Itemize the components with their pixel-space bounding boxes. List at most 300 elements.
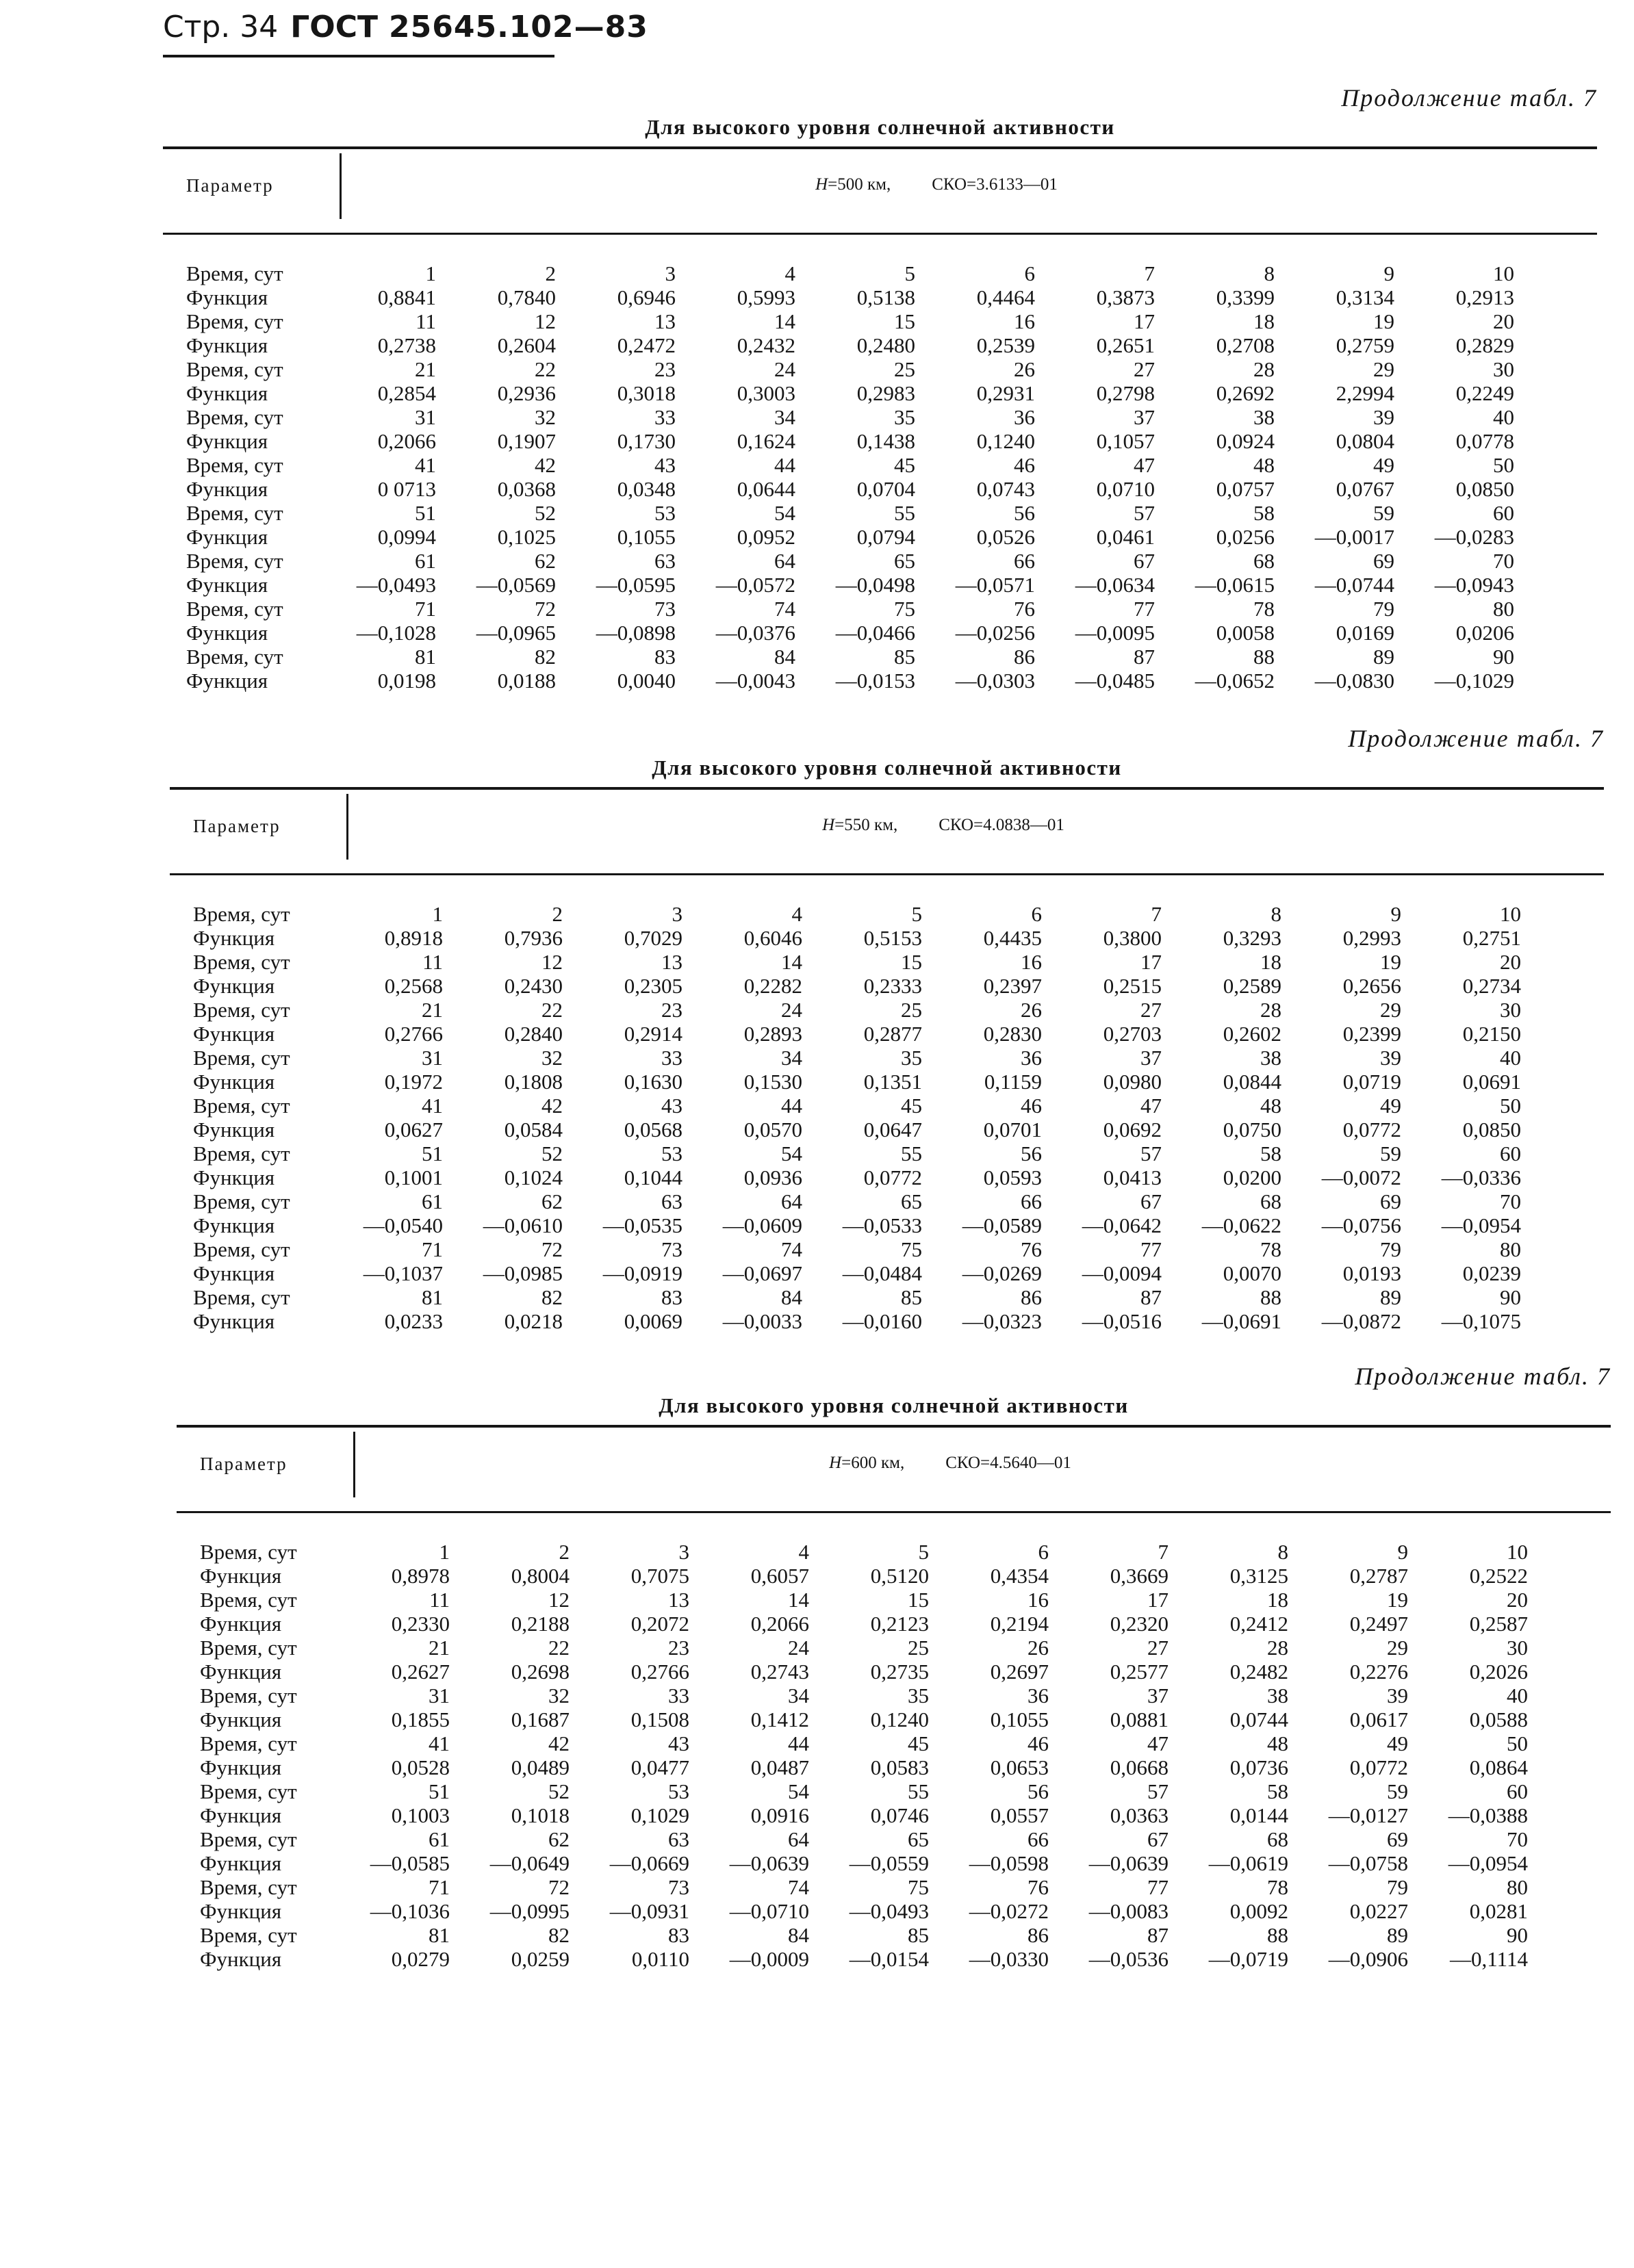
row-label: Функция: [200, 1612, 282, 1636]
table-cell: —0,0303: [955, 669, 1035, 693]
table-cell: —0,0697: [722, 1261, 802, 1285]
table-cell: 81: [415, 645, 436, 669]
table-cell: 0,0617: [1349, 1708, 1408, 1731]
table-cell: 3: [665, 261, 676, 285]
table-cell: —0,0466: [835, 621, 915, 645]
table-cell: 0,1044: [624, 1165, 682, 1189]
table-cell: —0,0652: [1195, 669, 1275, 693]
table-cell: —0,0283: [1434, 525, 1514, 549]
table-cell: 82: [535, 645, 556, 669]
table-cell: 0,5138: [856, 285, 915, 309]
table-cell: —0,0585: [370, 1851, 450, 1875]
table-cell: 41: [429, 1731, 450, 1755]
row-label: Время, сут: [200, 1636, 297, 1660]
table-cell: 84: [781, 1285, 802, 1309]
table-cell: 70: [1500, 1189, 1521, 1213]
table-cell: —0,0154: [849, 1947, 929, 1971]
table-cell: 0,3293: [1223, 926, 1281, 950]
table-cell: 36: [1021, 1046, 1042, 1070]
table-cell: —0,0985: [483, 1261, 563, 1285]
table-row: [163, 645, 1597, 669]
table-cell: 69: [1373, 549, 1394, 573]
table-cell: 83: [661, 1285, 682, 1309]
table-cell: 65: [901, 1189, 922, 1213]
table-cell: 0,0924: [1216, 429, 1275, 453]
table-body: [170, 902, 1604, 1333]
table-row: [177, 1803, 1611, 1827]
table-cell: —0,1036: [370, 1899, 450, 1923]
table-cell: 81: [429, 1923, 450, 1947]
table-cell: 4: [798, 1540, 809, 1564]
table-cell: 0,0701: [983, 1118, 1042, 1142]
table-cell: —0,0898: [596, 621, 676, 645]
table-cell: 0,2589: [1223, 974, 1281, 998]
table-cell: 90: [1507, 1923, 1528, 1947]
row-label: Время, сут: [186, 501, 283, 525]
condition-header: [574, 175, 1299, 194]
table-cell: 0,0363: [1110, 1803, 1169, 1827]
table-cell: 0,4435: [983, 926, 1042, 950]
table-cell: 67: [1140, 1189, 1162, 1213]
table-cell: 0,0188: [497, 669, 556, 693]
table-cell: —0,0639: [729, 1851, 809, 1875]
table-cell: 0,3018: [617, 381, 676, 405]
altitude-symbol: H: [822, 816, 835, 834]
table-cell: 21: [415, 357, 436, 381]
table-cell: —0,0719: [1208, 1947, 1288, 1971]
table-header-rule: [163, 233, 1597, 235]
table-cell: 57: [1140, 1142, 1162, 1165]
table-row: [163, 333, 1597, 357]
table-cell: 0,0256: [1216, 525, 1275, 549]
table-cell: 0,0936: [743, 1165, 802, 1189]
table-cell: 18: [1253, 309, 1275, 333]
table-body: [177, 1540, 1611, 1971]
table-cell: 74: [788, 1875, 809, 1899]
table-cell: 0,2931: [976, 381, 1035, 405]
table-cell: 0,7936: [504, 926, 563, 950]
table-cell: 60: [1500, 1142, 1521, 1165]
table-row: [177, 1636, 1611, 1660]
table-cell: 63: [668, 1827, 689, 1851]
table-cell: 32: [535, 405, 556, 429]
table-cell: 6: [1031, 902, 1042, 926]
table-cell: 0,0994: [377, 525, 436, 549]
table-cell: 57: [1134, 501, 1155, 525]
table-cell: 0,3800: [1103, 926, 1162, 950]
table-cell: 11: [416, 309, 436, 333]
table-cell: 2: [559, 1540, 570, 1564]
table-cell: 0,1972: [384, 1070, 443, 1094]
table-cell: 0,2993: [1342, 926, 1401, 950]
table-cell: 65: [908, 1827, 929, 1851]
row-label: Функция: [200, 1755, 282, 1779]
table-cell: 0,1025: [497, 525, 556, 549]
table-cell: 0,2194: [990, 1612, 1049, 1636]
table-cell: 78: [1267, 1875, 1288, 1899]
table-row: [177, 1684, 1611, 1708]
table-cell: 67: [1134, 549, 1155, 573]
table-cell: 8: [1264, 261, 1275, 285]
table-cell: 54: [781, 1142, 802, 1165]
row-label: Функция: [200, 1803, 282, 1827]
standard-label: ГОСТ: [290, 10, 378, 44]
table-cell: —0,0017: [1314, 525, 1394, 549]
table-row: [177, 1564, 1611, 1588]
table-cell: 0,0568: [624, 1118, 682, 1142]
table-cell: 0,1730: [617, 429, 676, 453]
table-cell: 58: [1260, 1142, 1281, 1165]
table-cell: 0,6946: [617, 285, 676, 309]
row-label: Время, сут: [186, 453, 283, 477]
row-label: Время, сут: [186, 645, 283, 669]
table-cell: 73: [654, 597, 676, 621]
table-cell: 48: [1267, 1731, 1288, 1755]
table-cell: 61: [422, 1189, 443, 1213]
table-cell: 47: [1147, 1731, 1169, 1755]
table-cell: 15: [901, 950, 922, 974]
table-cell: 0,6046: [743, 926, 802, 950]
row-label: Время, сут: [193, 998, 290, 1022]
table-cell: 0,0279: [391, 1947, 450, 1971]
row-label: Функция: [200, 1660, 282, 1684]
table-cell: —0,0535: [602, 1213, 682, 1237]
table-cell: 1: [439, 1540, 450, 1564]
table-cell: —0,0485: [1075, 669, 1155, 693]
table-body: [163, 261, 1597, 693]
table-cell: 0,1055: [617, 525, 676, 549]
table-cell: 0,0850: [1455, 477, 1514, 501]
table-cell: —0,0484: [842, 1261, 922, 1285]
table-cell: —0,0571: [955, 573, 1035, 597]
row-label: Время, сут: [193, 1094, 290, 1118]
table-cell: —0,0388: [1448, 1803, 1528, 1827]
row-label: Время, сут: [200, 1540, 297, 1564]
table-cell: 21: [422, 998, 443, 1022]
table-cell: 0,2397: [983, 974, 1042, 998]
table-cell: 61: [429, 1827, 450, 1851]
table-cell: 73: [668, 1875, 689, 1899]
table-cell: —0,0256: [955, 621, 1035, 645]
table-cell: 19: [1373, 309, 1394, 333]
row-label: Функция: [186, 333, 268, 357]
table-cell: 0 0713: [377, 477, 436, 501]
table-cell: 0,0778: [1455, 429, 1514, 453]
table-cell: —0,0127: [1328, 1803, 1408, 1827]
altitude-symbol: H: [815, 175, 828, 194]
header-rule: [163, 55, 554, 57]
table-cell: 0,0040: [617, 669, 676, 693]
table-cell: 0,1907: [497, 429, 556, 453]
table-cell: 45: [894, 453, 915, 477]
table-cell: 0,2840: [504, 1022, 563, 1046]
table-cell: 0,2751: [1462, 926, 1521, 950]
table-cell: 0,2738: [377, 333, 436, 357]
table-cell: 0,0850: [1462, 1118, 1521, 1142]
table-cell: 0,0710: [1096, 477, 1155, 501]
table-cell: —0,0931: [609, 1899, 689, 1923]
table-cell: —0,0872: [1321, 1309, 1401, 1333]
table-cell: 53: [661, 1142, 682, 1165]
sko-value: СКО=4.5640—01: [945, 1454, 1071, 1472]
table-cell: 0,2412: [1229, 1612, 1288, 1636]
table-cell: 85: [901, 1285, 922, 1309]
table-cell: 16: [1021, 950, 1042, 974]
table-row: [177, 1851, 1611, 1875]
table-cell: 0,0653: [990, 1755, 1049, 1779]
table-cell: 14: [788, 1588, 809, 1612]
table-cell: 0,0110: [631, 1947, 689, 1971]
table-cell: 37: [1134, 405, 1155, 429]
table-cell: 0,4354: [990, 1564, 1049, 1588]
table-cell: 7: [1144, 261, 1155, 285]
table-cell: 0,5153: [863, 926, 922, 950]
table-cell: 0,2472: [617, 333, 676, 357]
table-cell: 87: [1140, 1285, 1162, 1309]
table-cell: 0,0772: [863, 1165, 922, 1189]
table-cell: 0,2877: [863, 1022, 922, 1046]
table-cell: 0,8004: [511, 1564, 570, 1588]
row-label: Функция: [193, 1213, 275, 1237]
row-label: Время, сут: [186, 405, 283, 429]
table-cell: 23: [654, 357, 676, 381]
table-cell: 0,0070: [1223, 1261, 1281, 1285]
table-title: Для высокого уровня солнечной активности: [659, 1393, 1129, 1417]
table-cell: 0,2602: [1223, 1022, 1281, 1046]
table-cell: —0,0083: [1088, 1899, 1169, 1923]
table-cell: 33: [661, 1046, 682, 1070]
table-cell: 0,0719: [1342, 1070, 1401, 1094]
table-cell: 25: [894, 357, 915, 381]
table-row: [177, 1899, 1611, 1923]
table-cell: 0,0767: [1336, 477, 1394, 501]
table-cell: 0,2515: [1103, 974, 1162, 998]
table-cell: 0,7029: [624, 926, 682, 950]
table-cell: 33: [668, 1684, 689, 1708]
table-cell: 0,0772: [1349, 1755, 1408, 1779]
table-block: [170, 724, 1604, 1347]
row-label: Функция: [186, 669, 268, 693]
table-cell: 12: [541, 950, 563, 974]
table-cell: —0,0906: [1328, 1947, 1408, 1971]
table-cell: —0,0756: [1321, 1213, 1401, 1237]
table-cell: 76: [1021, 1237, 1042, 1261]
table-cell: 85: [894, 645, 915, 669]
table-cell: 69: [1380, 1189, 1401, 1213]
table-cell: 88: [1253, 645, 1275, 669]
table-cell: 10: [1500, 902, 1521, 926]
table-cell: 5: [904, 261, 915, 285]
table-cell: 0,0588: [1469, 1708, 1528, 1731]
table-row: [163, 405, 1597, 429]
row-label: Функция: [193, 1261, 275, 1285]
parameter-header: Параметр: [186, 175, 274, 196]
table-cell: 0,0570: [743, 1118, 802, 1142]
table-cell: 60: [1507, 1779, 1528, 1803]
table-cell: 11: [422, 950, 443, 974]
table-cell: 0,0239: [1462, 1261, 1521, 1285]
table-cell: 0,0193: [1342, 1261, 1401, 1285]
table-cell: 24: [781, 998, 802, 1022]
table-cell: 0,3003: [737, 381, 795, 405]
table-cell: 0,2692: [1216, 381, 1275, 405]
table-cell: 87: [1134, 645, 1155, 669]
table-cell: 0,0647: [863, 1118, 922, 1142]
table-row: [170, 950, 1604, 974]
table-cell: 35: [894, 405, 915, 429]
table-cell: 0,0281: [1469, 1899, 1528, 1923]
table-cell: 0,1438: [856, 429, 915, 453]
table-cell: —0,0609: [722, 1213, 802, 1237]
table-cell: 49: [1387, 1731, 1408, 1755]
table-cell: 0,2798: [1096, 381, 1155, 405]
table-cell: 0,0198: [377, 669, 436, 693]
table-cell: 50: [1500, 1094, 1521, 1118]
table-cell: 15: [894, 309, 915, 333]
table-cell: 0,8918: [384, 926, 443, 950]
table-cell: —0,0669: [609, 1851, 689, 1875]
table-cell: 36: [1027, 1684, 1049, 1708]
table-cell: 0,2305: [624, 974, 682, 998]
table-cell: —0,0094: [1082, 1261, 1162, 1285]
table-cell: —0,0533: [842, 1213, 922, 1237]
table-row: [177, 1660, 1611, 1684]
table-row: [163, 597, 1597, 621]
table-row: [170, 1261, 1604, 1285]
table-cell: 40: [1493, 405, 1514, 429]
table-cell: 0,0704: [856, 477, 915, 501]
standard-number: 25645.102—83: [389, 10, 648, 44]
table-cell: 13: [661, 950, 682, 974]
table-cell: 71: [415, 597, 436, 621]
table-row: [163, 525, 1597, 549]
table-cell: 60: [1493, 501, 1514, 525]
table-block: [163, 83, 1597, 706]
table-cell: 27: [1140, 998, 1162, 1022]
row-label: Функция: [186, 429, 268, 453]
table-cell: —0,0954: [1448, 1851, 1528, 1875]
table-cell: 88: [1260, 1285, 1281, 1309]
table-cell: —0,0493: [849, 1899, 929, 1923]
table-cell: —0,0649: [489, 1851, 570, 1875]
table-cell: —0,0569: [476, 573, 556, 597]
table-cell: 28: [1253, 357, 1275, 381]
table-cell: 28: [1260, 998, 1281, 1022]
table-cell: 0,2320: [1110, 1612, 1169, 1636]
sko-value: СКО=3.6133—01: [932, 175, 1058, 194]
table-cell: 0,2399: [1342, 1022, 1401, 1046]
table-top-rule: [170, 787, 1604, 790]
table-cell: 1: [432, 902, 443, 926]
table-cell: 20: [1493, 309, 1514, 333]
table-cell: 89: [1387, 1923, 1408, 1947]
table-cell: 8: [1277, 1540, 1288, 1564]
table-cell: —0,0589: [962, 1213, 1042, 1237]
table-row: [163, 501, 1597, 525]
table-cell: 0,0757: [1216, 477, 1275, 501]
table-row: [163, 261, 1597, 285]
row-label: Функция: [186, 525, 268, 549]
table-cell: 7: [1158, 1540, 1169, 1564]
table-cell: 0,1057: [1096, 429, 1155, 453]
row-label: Время, сут: [186, 309, 283, 333]
table-row: [177, 1540, 1611, 1564]
table-cell: 0,2188: [511, 1612, 570, 1636]
row-label: Время, сут: [193, 1189, 290, 1213]
table-cell: 6: [1038, 1540, 1049, 1564]
table-row: [170, 998, 1604, 1022]
table-cell: 0,0804: [1336, 429, 1394, 453]
row-label: Функция: [200, 1899, 282, 1923]
table-cell: 80: [1493, 597, 1514, 621]
table-cell: —0,0642: [1082, 1213, 1162, 1237]
table-cell: 42: [548, 1731, 570, 1755]
table-cell: —0,0272: [969, 1899, 1049, 1923]
table-cell: 14: [774, 309, 795, 333]
table-row: [163, 429, 1597, 453]
table-cell: 39: [1387, 1684, 1408, 1708]
table-cell: 0,0746: [870, 1803, 929, 1827]
table-cell: 0,2276: [1349, 1660, 1408, 1684]
table-cell: —0,0610: [483, 1213, 563, 1237]
table-cell: 12: [535, 309, 556, 333]
table-cell: 61: [415, 549, 436, 573]
table-cell: 0,0844: [1223, 1070, 1281, 1094]
table-cell: 0,0218: [504, 1309, 563, 1333]
table-cell: 26: [1027, 1636, 1049, 1660]
table-cell: 83: [654, 645, 676, 669]
table-cell: 0,2123: [870, 1612, 929, 1636]
table-cell: 53: [654, 501, 676, 525]
table-cell: 0,1412: [750, 1708, 809, 1731]
table-row: [170, 1213, 1604, 1237]
table-cell: —0,0954: [1441, 1213, 1521, 1237]
table-cell: 0,7840: [497, 285, 556, 309]
altitude-symbol: H: [829, 1454, 842, 1472]
table-cell: 0,3873: [1096, 285, 1155, 309]
table-cell: 68: [1267, 1827, 1288, 1851]
table-cell: 44: [781, 1094, 802, 1118]
table-cell: 0,1624: [737, 429, 795, 453]
row-label: Функция: [186, 381, 268, 405]
table-cell: 89: [1380, 1285, 1401, 1309]
row-label: Время, сут: [200, 1731, 297, 1755]
table-cell: 0,0477: [630, 1755, 689, 1779]
table-cell: 0,3399: [1216, 285, 1275, 309]
table-cell: 70: [1507, 1827, 1528, 1851]
table-cell: 29: [1373, 357, 1394, 381]
row-label: Время, сут: [200, 1827, 297, 1851]
table-cell: 0,2432: [737, 333, 795, 357]
table-cell: 88: [1267, 1923, 1288, 1947]
table-cell: 0,0736: [1229, 1755, 1288, 1779]
table-cell: 16: [1027, 1588, 1049, 1612]
table-cell: 32: [548, 1684, 570, 1708]
table-cell: 0,2066: [377, 429, 436, 453]
table-cell: 34: [788, 1684, 809, 1708]
table-cell: 0,0206: [1455, 621, 1514, 645]
table-cell: 19: [1380, 950, 1401, 974]
table-row: [163, 621, 1597, 645]
table-cell: 69: [1387, 1827, 1408, 1851]
altitude-value: =550 км,: [834, 816, 898, 834]
table-cell: 0,0750: [1223, 1118, 1281, 1142]
table-cell: 30: [1493, 357, 1514, 381]
table-cell: 52: [548, 1779, 570, 1803]
table-cell: 79: [1387, 1875, 1408, 1899]
table-cell: 0,1001: [384, 1165, 443, 1189]
table-cell: 11: [429, 1588, 450, 1612]
